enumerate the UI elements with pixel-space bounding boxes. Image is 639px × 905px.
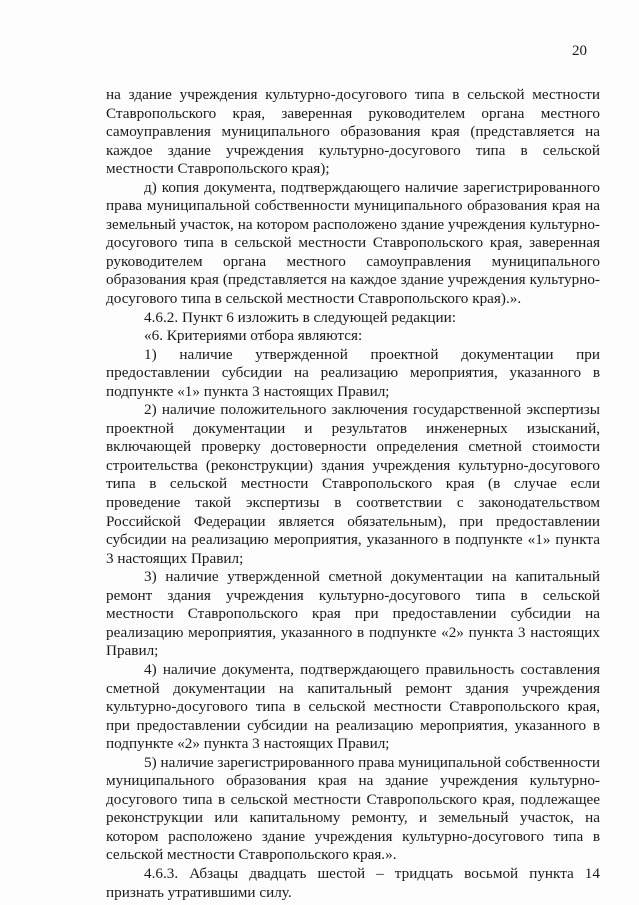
page-number: 20 [572, 43, 587, 59]
paragraph-criterion-2: 2) наличие положительного заключения государственной экспертизы проектной документации и результатов инженерных изысканий, включающей проверку достоверности определения сметной стоимости строительства (реконструкции) здания учреждения культурно-досугового типа в сельской местности Ставропольского края (в случае если проведение такой экспертизы в соответствии с законодательством Российской Федерации является обязательным), при предоставлении субсидии на реализацию мероприятия, указанного в подпункте «1» пункта 3 настоящих Правил; [106, 401, 600, 567]
paragraph-continuation: на здание учреждения культурно-досугового типа в сельской местности Ставропольского края, заверенная руководителем органа местного самоуправления муниципального образования края (представляется на каждое здание учреждения культурно-досугового типа в сельской местности Ставропольского края); [106, 86, 600, 178]
paragraph-criterion-4: 4) наличие документа, подтверждающего правильность составления сметной документации на капитальный ремонт здания учреждения культурно-досугового типа в сельской местности Ставропольского края, при предоставлении субсидии на реализацию мероприятия, указанного в подпункте «2» пункта 3 настоящих Правил; [106, 660, 600, 753]
paragraph-4-6-3: 4.6.3. Абзацы двадцать шестой – тридцать восьмой пункта 14 признать утратившими силу. [106, 864, 600, 901]
paragraph-4-6-2: 4.6.2. Пункт 6 изложить в следующей редакции: [144, 308, 457, 326]
paragraph-criterion-1: 1) наличие утвержденной проектной документации при предоставлении субсидии на реализацию мероприятия, указанного в подпункте «1» пункта 3 настоящих Правил; [106, 345, 600, 400]
paragraph-criterion-5: 5) наличие зарегистрированного права муниципальной собственности муниципального образования края на здание учреждения культурно-досугового типа в сельской местности Ставропольского края, подлежащее реконструкции или капитальному ремонту, и земельный участок, на котором расположено здание учреждения культурно-досугового типа в сельской местности Ставропольского края.». [106, 753, 601, 864]
paragraph-criterion-3: 3) наличие утвержденной сметной документации на капитальный ремонт здания учреждения культурно-досугового типа в сельской местности Ставропольского края при предоставлении субсидии на реализацию мероприятия, указанного в подпункте «2» пункта 3 настоящих Правил; [106, 568, 600, 660]
paragraph-criteria-heading: «6. Критериями отбора являются: [144, 327, 363, 345]
document-body [106, 86, 600, 902]
paragraph-item-d: д) копия документа, подтверждающего наличие зарегистрированного права муниципальной собственности муниципального образования края на земельный участок, на котором расположено здание учреждения культурно-досугового типа в сельской местности Ставропольского края, заверенная руководителем органа местного самоуправления муниципального образования края (представляется на каждое здание учреждения культурно-досугового типа в сельской местности Ставропольского края).». [106, 178, 600, 308]
